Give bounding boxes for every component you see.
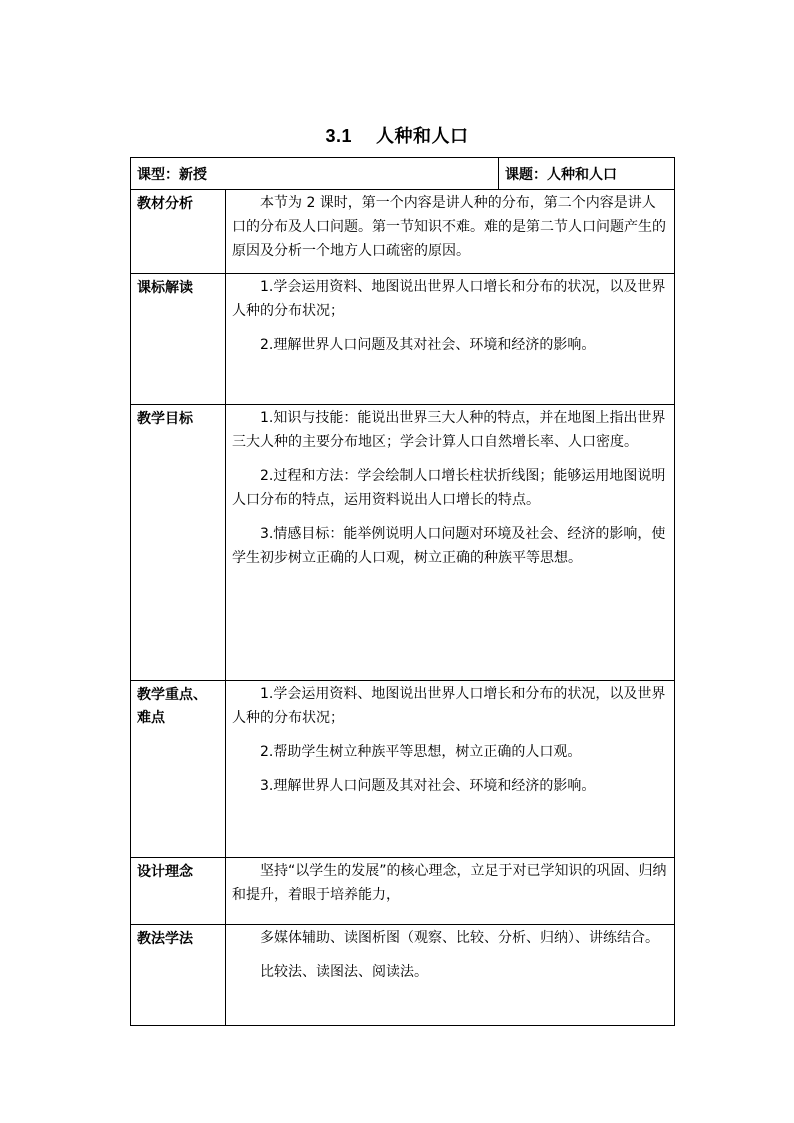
row-label-design-concept: 设计理念 [131, 858, 226, 925]
row-content-teaching-methods [226, 925, 675, 1026]
paragraph: 2.帮助学生树立种族平等思想，树立正确的人口观。 [260, 744, 582, 760]
table-row [131, 190, 675, 274]
page-title [0, 122, 794, 148]
table-row [131, 858, 675, 925]
paragraph: 1.知识与技能：能说出世界三大人种的特点，并在地图上指出世界三大人种的主要分布地区；学会计算人口自然增长率、人口密度。 [232, 410, 666, 450]
paragraph: 2.理解世界人口问题及其对社会、环境和经济的影响。 [260, 337, 596, 353]
row-content-key-difficult-points [226, 681, 675, 858]
label-line: 难点 [137, 710, 165, 726]
row-label-teaching-methods: 教法学法 [131, 925, 226, 1026]
row-label-curriculum-standard: 课标解读 [131, 274, 226, 405]
row-content-curriculum-standard [226, 274, 675, 405]
table-row [131, 681, 675, 858]
header-row [131, 158, 675, 190]
paragraph: 比较法、读图法、阅读法。 [260, 964, 428, 980]
paragraph: 3.理解世界人口问题及其对社会、环境和经济的影响。 [260, 778, 596, 794]
paragraph: 多媒体辅助、读图析图（观察、比较、分析、归纳）、讲练结合。 [260, 930, 659, 946]
topic-cell: 课题：人种和人口 [499, 158, 675, 190]
lesson-type-cell: 课型：新授 [131, 158, 499, 190]
table-row [131, 925, 675, 1026]
table-row [131, 274, 675, 405]
paragraph: 3.情感目标：能举例说明人口问题对环境及社会、经济的影响，使学生初步树立正确的人口观，树立正确的种族平等思想。 [232, 526, 666, 566]
paragraph: 1.学会运用资料、地图说出世界人口增长和分布的状况，以及世界人种的分布状况； [232, 279, 666, 319]
table-row [131, 405, 675, 681]
paragraph: 2.过程和方法：学会绘制人口增长柱状折线图；能够运用地图说明人口分布的特点，运用资料说出人口增长的特点。 [232, 468, 666, 508]
row-label-textbook-analysis: 教材分析 [131, 190, 226, 274]
row-content-textbook-analysis [226, 190, 675, 274]
paragraph: 1.学会运用资料、地图说出世界人口增长和分布的状况，以及世界人种的分布状况； [232, 686, 666, 726]
lesson-plan-table [130, 157, 675, 1026]
title-text: 人种和人口 [376, 126, 469, 147]
row-content-teaching-goals [226, 405, 675, 681]
row-label-key-difficult-points [131, 681, 226, 858]
title-number: 3.1 [325, 126, 353, 146]
label-line: 教学重点、 [137, 687, 207, 703]
row-content-design-concept [226, 858, 675, 925]
paragraph: 坚持“以学生的发展”的核心理念，立足于对已学知识的巩固、归纳和提升，着眼于培养能力， [232, 863, 667, 903]
paragraph: 本节为 2 课时，第一个内容是讲人种的分布，第二个内容是讲人口的分布及人口问题。第一节知识不难。难的是第二节人口问题产生的原因及分析一个地方人口疏密的原因。 [232, 195, 666, 259]
row-label-teaching-goals: 教学目标 [131, 405, 226, 681]
